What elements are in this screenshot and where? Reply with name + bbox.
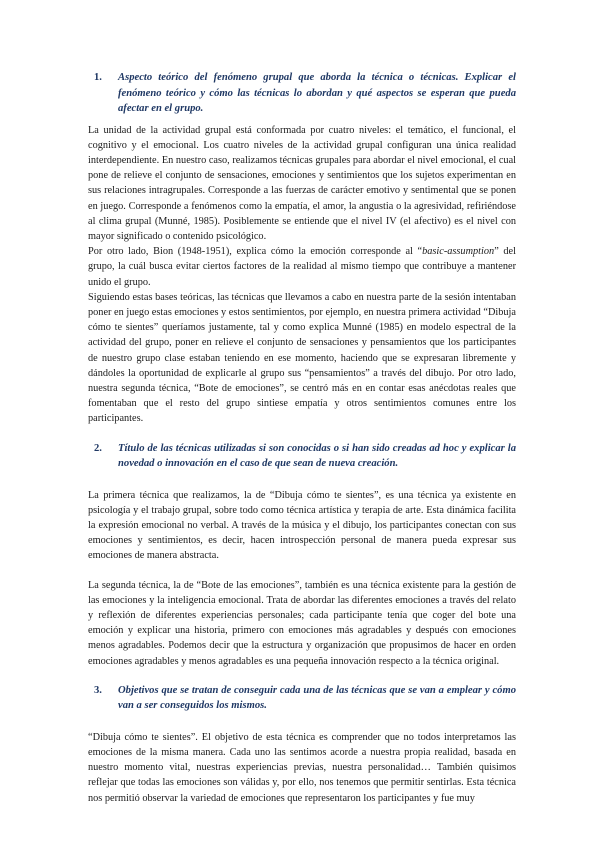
section-2-title: Título de las técnicas utilizadas si son conocidas o si han sido creadas ad hoc y explicar la novedad o innovación en el caso de que sean de nueva creación. — [118, 442, 516, 470]
section-1-number: 1. — [94, 72, 102, 83]
section-2-heading — [88, 441, 516, 472]
section-3-title: Objetivos que se tratan de conseguir cada una de las técnicas que se van a emplear y cómo van a ser conseguidos los mismos. — [118, 684, 516, 712]
section-2-paragraph-1: La primera técnica que realizamos, la de “Dibuja cómo te sientes”, es una técnica ya existente en psicología y el trabajo grupal, sobre todo como técnica artística y terapia de arte. Esta dinámica facilita la expresión emocional no verbal. A través de la música y el dibujo, los participantes conectan con sus emociones y sentimientos, es decir, hacen introspección personal de manera pueda expresar sus emociones de manera abstracta. — [88, 489, 516, 562]
section-2-number: 2. — [94, 442, 102, 454]
section-3-paragraph-1: “Dibuja cómo te sientes”. El objetivo de esta técnica es comprender que no todos interpretamos las emociones de la misma manera. Cada uno las sentimos acorde a nuestra propia realidad, basada en nuestro momento vital, nuestras experiencias previas, nuestra personalidad… También quisimos reflejar que todas las emociones son válidas y, por ello, nos tenemos que permitir sentirlas. Esta técnica nos permitió observar la variedad de emociones que representaron los participantes y fue muy — [88, 731, 516, 804]
section-1-heading — [88, 70, 516, 117]
section-1-title: Aspecto teórico del fenómeno grupal que aborda la técnica o técnicas. Explicar el fenómeno teórico y cómo las técnicas lo abordan y qué aspectos se esperan que pueda afectar en el grupo. — [118, 72, 516, 114]
section-1-paragraph-3: Siguiendo estas bases teóricas, las técnicas que llevamos a cabo en nuestra parte de la sesión intentaban poner en juego estas emociones y estos sentimientos, por ejemplo, en nuestra primera actividad “Dibuja cómo te sientes” queríamos justamente, tal y como explica Munné (1985) en modelo espectral de la actividad del grupo, poner en relieve el conjunto de sensaciones y pensamientos que los participantes de nuestro grupo clase estaban teniendo en ese momento, haciendo que se expresaran libremente y dándoles la oportunidad de explicarle al grupo sus “pensamientos” a través del dibujo. Por otro lado, nuestra segunda técnica, “Bote de emociones”, se centró más en en contar esas anécdotas reales que fomentaban que el resto del grupo sintiese empatía y otros sentimientos comunes entre los participantes. — [88, 291, 516, 425]
section-1-paragraph-1: La unidad de la actividad grupal está conformada por cuatro niveles: el temático, el funcional, el cognitivo y el emocional. Los cuatro niveles de la actividad grupal configuran una única realidad interdependiente. En nuestro caso, realizamos técnicas grupales para abordar el nivel emocional, el cual pone de relieve el conjunto de sensaciones, emociones y sentimientos que los sujetos experimentan en sus relaciones intragrupales. Corresponde a las fuerzas de carácter emotivo y sentimental que se ponen en juego. Corresponde a fenómenos como la empatía, el amor, la angustia o la agresividad, refiriéndose al clima grupal (Munné, 1985). Posiblemente se entiende que el nivel IV (el afectivo) es el nivel con mayor significado o contenido psicológico. — [88, 124, 516, 242]
section-2-paragraph-2: La segunda técnica, la de “Bote de las emociones”, también es una técnica existente para la gestión de las emociones y la inteligencia emocional. Trata de abordar las diferentes emociones a través del relato y reflexión de diferentes experiencias personales; cada participante tenía que coger del bote una emoción y explicar una historia, primero con emociones más agradables y después con emociones menos agradables. Podemos decir que la estructura y organización que propusimos de hacer en orden emociones agradables y menos agradables es una pequeña innovación respecto a la técnica original. — [88, 579, 516, 667]
basic-assumption-term: basic-assumption — [422, 246, 495, 258]
section-3-heading — [88, 683, 516, 714]
section-3-number: 3. — [94, 684, 102, 696]
section-1-paragraph-2: Por otro lado, Bion (1948-1951), explica cómo la emoción corresponde al “basic-assumption” del grupo, la cuál busca evitar ciertos factores de la realidad al mismo tiempo que contribuye a mantener unido el grupo. — [88, 246, 516, 288]
